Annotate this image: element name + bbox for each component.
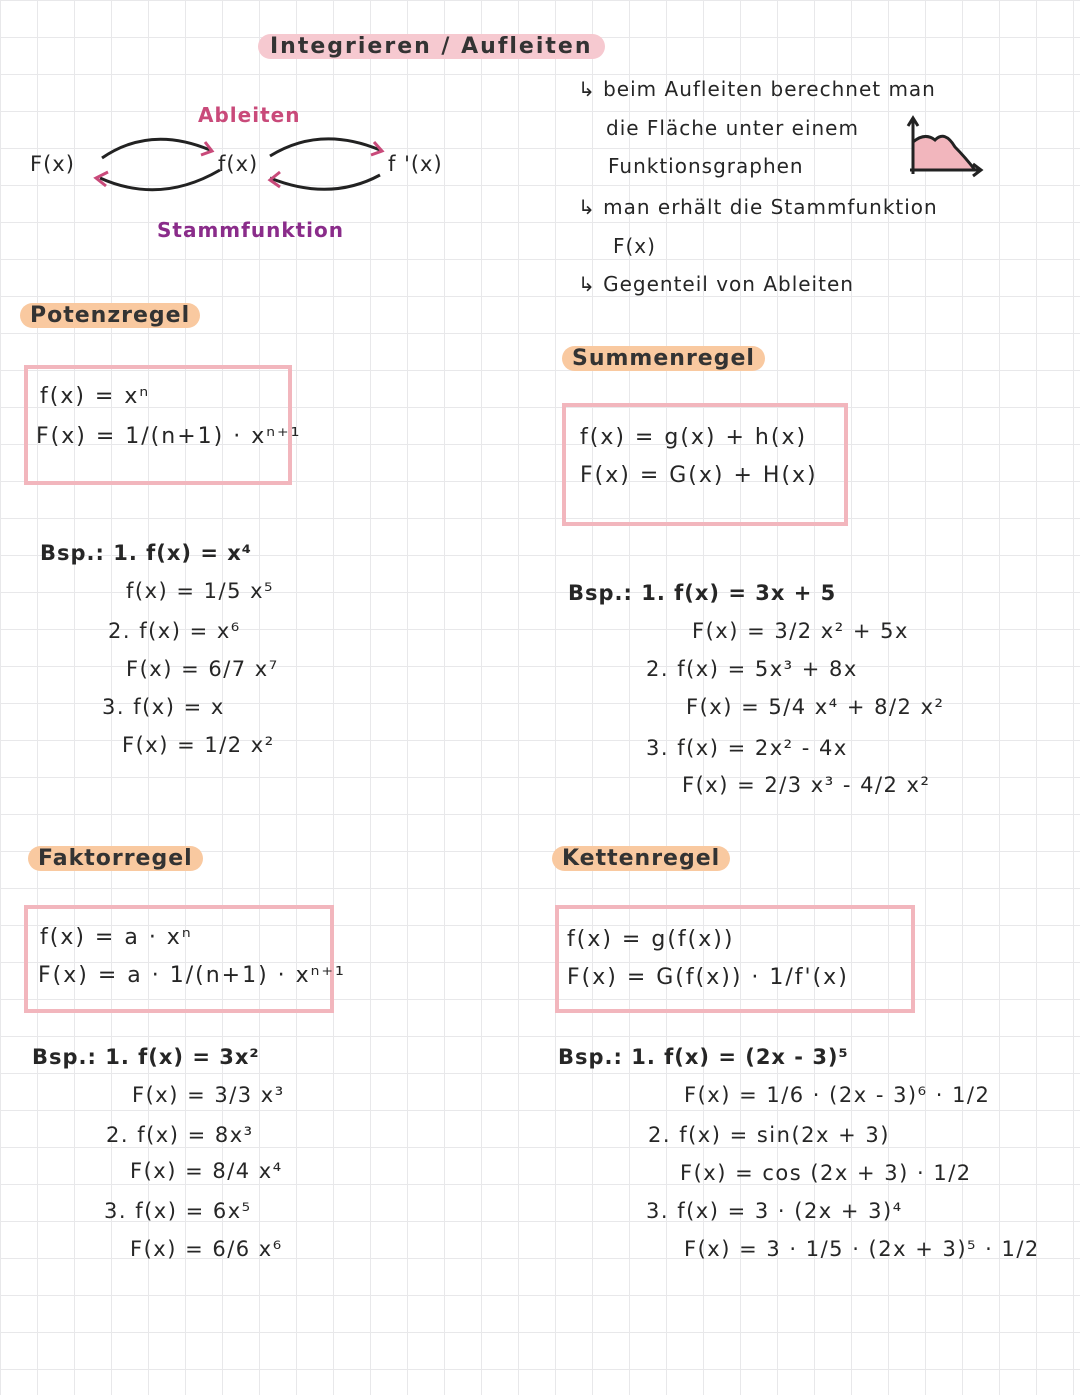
faktor-ex-2: F(x) = 3/3 x³ <box>132 1083 285 1107</box>
diagram-fprime: f '(x) <box>388 152 443 176</box>
faktorregel-f: f(x) = a · xⁿ <box>40 925 193 950</box>
ketten-ex-6: F(x) = 3 · 1/5 · (2x + 3)⁵ · 1/2 <box>684 1237 1040 1261</box>
note-line-5: F(x) <box>613 234 656 258</box>
faktorregel-title: Faktorregel <box>28 846 203 871</box>
diagram-label-ableiten: Ableiten <box>198 103 301 127</box>
potenzregel-box <box>24 365 302 485</box>
summen-ex-1: Bsp.: 1. f(x) = 3x + 5 <box>568 581 837 605</box>
note-line-6: ↳ Gegenteil von Ableiten <box>578 272 854 296</box>
ketten-ex-3: 2. f(x) = sin(2x + 3) <box>648 1123 890 1147</box>
faktor-ex-5: 3. f(x) = 6x⁵ <box>104 1199 252 1223</box>
kettenregel-F: F(x) = G(f(x)) · 1/f'(x) <box>567 965 849 990</box>
summenregel-f: f(x) = g(x) + h(x) <box>580 425 808 450</box>
potenz-ex-6: F(x) = 1/2 x² <box>122 733 275 757</box>
summen-ex-5: 3. f(x) = 2x² - 4x <box>646 736 848 760</box>
note-line-3: Funktionsgraphen <box>608 154 804 178</box>
summen-ex-4: F(x) = 5/4 x⁴ + 8/2 x² <box>686 695 945 719</box>
faktor-ex-1: Bsp.: 1. f(x) = 3x² <box>32 1045 260 1069</box>
arrow-stamm-1 <box>100 170 220 190</box>
diagram-arrows <box>80 120 400 210</box>
potenzregel-F: F(x) = 1/(n+1) · xⁿ⁺¹ <box>36 424 302 449</box>
kettenregel-box <box>555 905 915 1013</box>
potenzregel-f: f(x) = xⁿ <box>40 384 151 409</box>
summen-ex-6: F(x) = 2/3 x³ - 4/2 x² <box>682 773 931 797</box>
ketten-ex-4: F(x) = cos (2x + 3) · 1/2 <box>680 1161 972 1185</box>
faktor-ex-3: 2. f(x) = 8x³ <box>106 1123 254 1147</box>
faktor-ex-4: F(x) = 8/4 x⁴ <box>130 1159 283 1183</box>
summen-ex-3: 2. f(x) = 5x³ + 8x <box>646 657 858 681</box>
faktorregel-F: F(x) = a · 1/(n+1) · xⁿ⁺¹ <box>38 963 346 988</box>
potenz-ex-4: F(x) = 6/7 x⁷ <box>126 657 279 681</box>
diagram-f: f(x) <box>218 152 259 176</box>
kettenregel-f: f(x) = g(f(x)) <box>567 927 735 952</box>
faktorregel-box <box>24 905 346 1013</box>
note-line-1: ↳ beim Aufleiten berechnet man <box>578 77 936 101</box>
arrow-ableiten-2 <box>270 139 380 156</box>
ketten-ex-2: F(x) = 1/6 · (2x - 3)⁶ · 1/2 <box>684 1083 991 1107</box>
note-line-4: ↳ man erhält die Stammfunktion <box>578 195 938 219</box>
summenregel-box <box>562 403 848 526</box>
summen-ex-2: F(x) = 3/2 x² + 5x <box>692 619 909 643</box>
kettenregel-title: Kettenregel <box>552 846 730 871</box>
potenzregel-title: Potenzregel <box>20 303 200 328</box>
arrow-ableiten-1 <box>102 139 210 158</box>
faktor-ex-6: F(x) = 6/6 x⁶ <box>130 1237 283 1261</box>
area-graph-icon <box>905 112 985 182</box>
page-title: Integrieren / Aufleiten <box>258 34 605 59</box>
ketten-ex-1: Bsp.: 1. f(x) = (2x - 3)⁵ <box>558 1045 849 1069</box>
potenz-ex-2: f(x) = 1/5 x⁵ <box>126 579 274 603</box>
arrow-stamm-2 <box>270 175 380 189</box>
note-line-2: die Fläche unter einem <box>606 116 859 140</box>
potenz-ex-1: Bsp.: 1. f(x) = x⁴ <box>40 541 252 565</box>
ketten-ex-5: 3. f(x) = 3 · (2x + 3)⁴ <box>646 1199 903 1223</box>
diagram-label-stammfunktion: Stammfunktion <box>157 218 345 242</box>
potenz-ex-5: 3. f(x) = x <box>102 695 225 719</box>
summenregel-F: F(x) = G(x) + H(x) <box>580 463 818 488</box>
potenz-ex-3: 2. f(x) = x⁶ <box>108 619 241 643</box>
summenregel-title: Summenregel <box>562 346 765 371</box>
diagram-F: F(x) <box>30 152 75 176</box>
